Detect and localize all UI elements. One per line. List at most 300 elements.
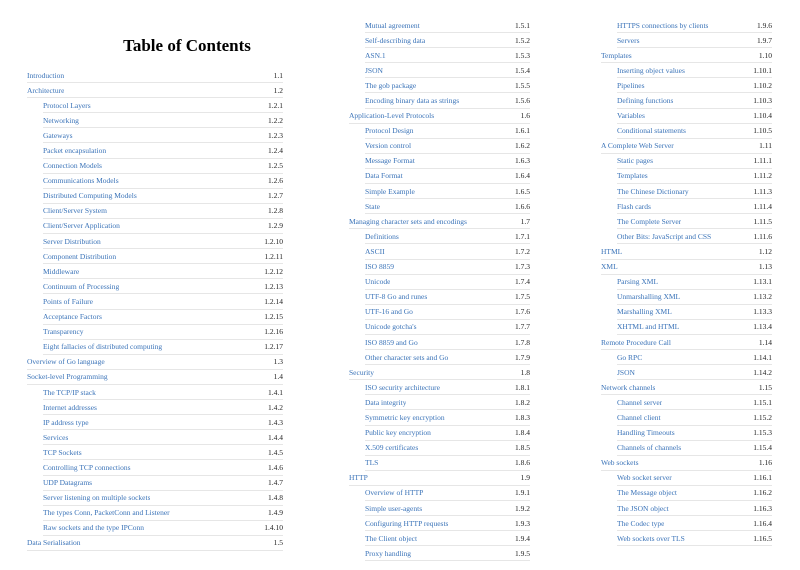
toc-entry-link[interactable]: Managing character sets and encodings [349,216,467,226]
toc-entry-link[interactable]: ISO security architecture [365,382,440,392]
toc-entry[interactable] [365,139,530,154]
toc-entry[interactable] [349,109,530,124]
toc-entry[interactable] [365,426,530,441]
toc-entry[interactable] [617,516,772,531]
toc-entry[interactable] [365,501,530,516]
toc-entry-link[interactable]: Packet encapsulation [43,146,107,156]
toc-entry[interactable] [617,18,772,33]
toc-entry[interactable] [365,48,530,63]
toc-entry[interactable] [617,124,772,139]
toc-entry-link[interactable]: Unicode gotcha's [365,322,417,332]
toc-entry-number: 1.16.1 [753,473,772,483]
toc-entry-number: 1.7.7 [515,322,530,332]
toc-entry-link[interactable]: Overview of Go language [27,357,105,367]
toc-column-2 [349,18,530,561]
toc-entry-number: 1.13.2 [753,292,772,302]
toc-entry[interactable] [365,33,530,48]
toc-entry-link[interactable]: Simple user-agents [365,503,423,513]
toc-entry-number: 1.12 [758,246,772,256]
toc-entry-number: 1.15.1 [753,397,772,407]
toc-entry[interactable] [365,169,530,184]
toc-entry-number: 1.5.5 [515,80,530,90]
toc-entry-number: 1.2.9 [268,221,283,231]
toc-entry-number: 1.2.14 [264,296,283,306]
toc-column-1 [27,68,283,551]
toc-entry-link[interactable]: Channels of channels [617,443,682,453]
toc-entry-number: 1.4.9 [268,508,283,518]
toc-entry[interactable] [349,365,530,380]
toc-entry-number: 1.15.3 [753,428,772,438]
toc-entry-number: 1.15.2 [753,412,772,422]
toc-entry[interactable] [617,63,772,78]
toc-entry[interactable] [43,310,283,325]
toc-entry[interactable] [365,63,530,78]
toc-entry-link[interactable]: Communications Models [43,176,119,186]
toc-entry-number: 1.11.2 [753,171,772,181]
toc-entry[interactable] [365,184,530,199]
toc-entry[interactable] [617,410,772,425]
toc-entry[interactable] [601,139,772,154]
toc-entry[interactable] [617,154,772,169]
toc-entry-link[interactable]: Web sockets over TLS [617,533,685,543]
toc-entry-link[interactable]: Client/Server Application [43,221,120,231]
toc-entry-number: 1.14.2 [753,367,772,377]
toc-entry[interactable] [43,476,283,491]
toc-entry[interactable] [601,380,772,395]
toc-entry-number: 1.16.5 [753,533,772,543]
toc-entry-number: 1.6.4 [515,171,530,181]
toc-entry-link[interactable]: Remote Procedure Call [601,337,671,347]
toc-entry-link[interactable]: X.509 certificates [365,443,419,453]
toc-entry-link[interactable]: The JSON object [617,503,669,513]
toc-entry-link[interactable]: Data integrity [365,397,407,407]
toc-entry-link[interactable]: The types Conn, PacketConn and Listener [43,508,170,518]
toc-entry-link[interactable]: Eight fallacies of distributed computing [43,342,163,352]
toc-entry-number: 1.11.3 [753,186,772,196]
toc-entry[interactable] [43,340,283,355]
toc-entry-link[interactable]: Architecture [27,85,65,95]
toc-entry[interactable] [43,325,283,340]
toc-entry-number: 1.9.1 [515,488,530,498]
toc-entry-number: 1.4.5 [268,447,283,457]
toc-entry[interactable] [43,400,283,415]
toc-entry-number: 1.7.3 [515,262,530,272]
toc-entry-number: 1.8.4 [515,428,530,438]
toc-entry[interactable] [365,244,530,259]
toc-entry[interactable] [365,290,530,305]
toc-entry-number: 1.4 [273,372,283,382]
toc-entry-link[interactable]: The Chinese Dictionary [617,186,689,196]
toc-entry[interactable] [365,199,530,214]
toc-entry-number: 1.2.17 [264,342,283,352]
toc-entry[interactable] [365,305,530,320]
toc-entry[interactable] [365,456,530,471]
toc-entry-link[interactable]: Component Distribution [43,251,117,261]
toc-entry-link[interactable]: UDP Datagrams [43,478,93,488]
toc-entry-link[interactable]: Server listening on multiple sockets [43,493,151,503]
toc-entry-number: 1.9.2 [515,503,530,513]
toc-entry-link[interactable]: Inserting object values [617,65,685,75]
toc-entry-number: 1.16 [758,458,772,468]
toc-entry-link[interactable]: Data Serialisation [27,538,81,548]
toc-entry-number: 1.2.16 [264,327,283,337]
toc-entry[interactable] [617,199,772,214]
toc-entry-number: 1.9.5 [515,548,530,558]
toc-entry[interactable] [365,320,530,335]
toc-entry-link[interactable]: The Codec type [617,518,665,528]
toc-entry-link[interactable]: Web sockets [601,458,639,468]
toc-entry-link[interactable]: UTF-8 Go and runes [365,292,428,302]
toc-entry-link[interactable]: Variables [617,111,645,121]
toc-entry-link[interactable]: Handling Timeouts [617,428,675,438]
toc-entry-link[interactable]: Protocol Design [365,126,414,136]
toc-entry-link[interactable]: IP address type [43,417,89,427]
toc-entry-link[interactable]: Conditional statements [617,126,686,136]
toc-entry-link[interactable]: UTF-16 and Go [365,307,413,317]
toc-entry-number: 1.11.5 [753,216,772,226]
toc-entry[interactable] [617,290,772,305]
toc-entry-link[interactable]: Networking [43,115,79,125]
toc-entry-link[interactable]: Internet addresses [43,402,97,412]
toc-entry[interactable] [617,395,772,410]
toc-entry-number: 1.2.4 [268,146,283,156]
toc-entry-number: 1.4.7 [268,478,283,488]
toc-entry[interactable] [365,275,530,290]
toc-entry-number: 1.14 [758,337,772,347]
toc-entry[interactable] [617,78,772,93]
toc-entry-number: 1.7.1 [515,231,530,241]
toc-entry-link[interactable]: Self-describing data [365,35,426,45]
toc-entry-link[interactable]: XHTML and HTML [617,322,680,332]
toc-entry-link[interactable]: Points of Failure [43,296,93,306]
toc-entry[interactable] [365,410,530,425]
toc-entry-link[interactable]: Defining functions [617,96,674,106]
toc-entry-link[interactable]: JSON [365,65,383,75]
toc-entry-link[interactable]: Distributed Computing Models [43,191,137,201]
toc-entry-link[interactable]: Symmetric key encryption [365,412,445,422]
toc-entry-number: 1.11 [759,141,772,151]
toc-entry-link[interactable]: The Client object [365,533,418,543]
toc-entry-number: 1.10.4 [753,111,772,121]
toc-entry-link[interactable]: ASN.1 [365,50,386,60]
toc-entry-link[interactable]: Other character sets and Go [365,352,449,362]
toc-entry-link[interactable]: Client/Server System [43,206,107,216]
toc-entry[interactable] [43,249,283,264]
toc-entry-number: 1.10 [758,50,772,60]
toc-entry-number: 1.13.3 [753,307,772,317]
toc-entry[interactable] [349,471,530,486]
toc-entry-link[interactable]: Servers [617,35,640,45]
toc-entry-link[interactable]: ISO 8859 and Go [365,337,418,347]
toc-entry[interactable] [365,395,530,410]
toc-entry-link[interactable]: Gateways [43,130,73,140]
toc-entry-number: 1.4.6 [268,462,283,472]
toc-entry[interactable] [43,189,283,204]
toc-entry-number: 1.10.1 [753,65,772,75]
toc-entry[interactable] [601,244,772,259]
toc-entry-number: 1.11.1 [753,156,772,166]
toc-entry-number: 1.1 [273,70,283,80]
toc-entry-link[interactable]: Application-Level Protocols [349,111,435,121]
toc-entry-number: 1.7.4 [515,277,530,287]
toc-entry-number: 1.7.2 [515,246,530,256]
toc-entry-number: 1.8.5 [515,443,530,453]
toc-entry-number: 1.2.5 [268,161,283,171]
toc-entry[interactable] [617,365,772,380]
toc-entry-number: 1.6.3 [515,156,530,166]
toc-entry-number: 1.2.1 [268,100,283,110]
toc-entry-link[interactable]: Message Format [365,156,415,166]
toc-entry-link[interactable]: The gob package [365,80,417,90]
toc-entry-number: 1.16.4 [753,518,772,528]
toc-entry[interactable] [601,335,772,350]
toc-entry[interactable] [365,380,530,395]
toc-entry-link[interactable]: Data Format [365,171,403,181]
toc-entry[interactable] [43,159,283,174]
toc-entry[interactable] [365,124,530,139]
toc-entry[interactable] [617,441,772,456]
toc-entry-link[interactable]: HTML [601,246,623,256]
toc-entry[interactable] [617,320,772,335]
toc-entry-link[interactable]: Channel server [617,397,663,407]
toc-entry-link[interactable]: Encoding binary data as strings [365,96,460,106]
toc-entry[interactable] [601,260,772,275]
toc-entry-link[interactable]: Channel client [617,412,661,422]
toc-column-3 [601,18,772,546]
toc-entry-link[interactable]: XML [601,262,618,272]
toc-entry-number: 1.2.15 [264,312,283,322]
toc-entry-number: 1.9 [520,473,530,483]
toc-entry[interactable] [27,68,283,83]
toc-entry[interactable] [617,275,772,290]
toc-entry[interactable] [617,501,772,516]
toc-entry[interactable] [27,83,283,98]
toc-entry-number: 1.6.2 [515,141,530,151]
toc-entry-link[interactable]: Middleware [43,266,80,276]
toc-entry-link[interactable]: Protocol Layers [43,100,91,110]
toc-entry[interactable] [365,516,530,531]
toc-entry-link[interactable]: Pipelines [617,80,645,90]
toc-entry-number: 1.3 [273,357,283,367]
toc-entry-link[interactable]: State [365,201,380,211]
toc-entry[interactable] [365,335,530,350]
toc-entry-number: 1.4.4 [268,432,283,442]
toc-entry-link[interactable]: Network channels [601,382,656,392]
toc-entry[interactable] [43,143,283,158]
toc-entry[interactable] [617,93,772,108]
toc-entry-number: 1.14.1 [753,352,772,362]
toc-entry-link[interactable]: Raw sockets and the type IPConn [43,523,145,533]
toc-entry-number: 1.2.8 [268,206,283,216]
toc-entry-number: 1.2.11 [264,251,283,261]
toc-entry-link[interactable]: Continuum of Processing [43,281,120,291]
toc-entry-number: 1.8.3 [515,412,530,422]
toc-entry[interactable] [617,305,772,320]
toc-entry-number: 1.9.4 [515,533,530,543]
toc-entry[interactable] [365,93,530,108]
toc-entry[interactable] [43,264,283,279]
toc-entry-number: 1.5.3 [515,50,530,60]
toc-entry[interactable] [43,113,283,128]
toc-entry[interactable] [365,78,530,93]
toc-entry-link[interactable]: Acceptance Factors [43,312,102,322]
toc-entry[interactable] [365,441,530,456]
toc-entry[interactable] [617,471,772,486]
toc-entry-number: 1.10.5 [753,126,772,136]
toc-entry-link[interactable]: Public key encryption [365,428,431,438]
toc-entry-link[interactable]: Transparency [43,327,84,337]
toc-entry-link[interactable]: Introduction [27,70,65,80]
toc-entry-link[interactable]: HTTPS connections by clients [617,20,709,30]
toc-entry[interactable] [365,260,530,275]
toc-entry-number: 1.8.1 [515,382,530,392]
toc-entry-number: 1.2.7 [268,191,283,201]
toc-entry-number: 1.6.6 [515,201,530,211]
toc-entry-link[interactable]: Go RPC [617,352,643,362]
toc-entry-link[interactable]: Controlling TCP connections [43,462,131,472]
toc-entry[interactable] [43,98,283,113]
toc-entry[interactable] [617,33,772,48]
toc-entry-link[interactable]: The Complete Server [617,216,682,226]
toc-entry[interactable] [617,229,772,244]
toc-entry-number: 1.4.3 [268,417,283,427]
toc-entry-link[interactable]: ASCII [365,246,385,256]
toc-entry[interactable] [617,486,772,501]
toc-entry-number: 1.6.5 [515,186,530,196]
toc-entry[interactable] [43,385,283,400]
toc-entry[interactable] [43,430,283,445]
toc-entry[interactable] [365,229,530,244]
toc-entry[interactable] [43,204,283,219]
toc-entry[interactable] [365,546,530,561]
toc-entry[interactable] [43,219,283,234]
toc-entry[interactable] [43,460,283,475]
toc-entry[interactable] [43,174,283,189]
toc-entry-link[interactable]: HTTP [349,473,368,483]
toc-entry[interactable] [349,214,530,229]
toc-entry-number: 1.2.2 [268,115,283,125]
toc-entry-number: 1.7.9 [515,352,530,362]
toc-entry-link[interactable]: Mutual agreement [365,20,420,30]
toc-entry-link[interactable]: The TCP/IP stack [43,387,96,397]
toc-entry[interactable] [601,48,772,63]
toc-entry-number: 1.10.2 [753,80,772,90]
toc-entry-number: 1.5.6 [515,96,530,106]
toc-entry-link[interactable]: Simple Example [365,186,415,196]
toc-entry-number: 1.5.4 [515,65,530,75]
toc-entry-link[interactable]: Proxy handling [365,548,412,558]
toc-entry-link[interactable]: Socket-level Programming [27,372,108,382]
toc-entry-number: 1.9.6 [757,20,772,30]
toc-entry-link[interactable]: Unicode [365,277,391,287]
toc-entry-number: 1.9.7 [757,35,772,45]
toc-entry-link[interactable]: Flash cards [617,201,651,211]
toc-entry[interactable] [617,109,772,124]
toc-entry-link[interactable]: Web socket server [617,473,672,483]
toc-entry[interactable] [617,426,772,441]
toc-entry-link[interactable]: Static pages [617,156,654,166]
toc-entry-link[interactable]: Marshalling XML [617,307,672,317]
toc-entry-link[interactable]: TLS [365,458,379,468]
toc-entry-number: 1.13.4 [753,322,772,332]
toc-entry-number: 1.2.10 [264,236,283,246]
toc-entry-number: 1.6.1 [515,126,530,136]
toc-entry[interactable] [27,370,283,385]
toc-entry-link[interactable]: Configuring HTTP requests [365,518,449,528]
toc-entry-number: 1.10.3 [753,96,772,106]
toc-entry-number: 1.8 [520,367,530,377]
toc-entry-link[interactable]: Connection Models [43,161,102,171]
toc-entry-link[interactable]: Server Distribution [43,236,101,246]
toc-entry-number: 1.8.2 [515,397,530,407]
toc-entry[interactable] [27,536,283,551]
toc-entry-link[interactable]: The Message object [617,488,677,498]
toc-entry[interactable] [617,169,772,184]
toc-entry-link[interactable]: TCP Sockets [43,447,82,457]
toc-entry-link[interactable]: Templates [601,50,632,60]
toc-entry-link[interactable]: Templates [617,171,648,181]
toc-entry-link[interactable]: ISO 8859 [365,262,394,272]
toc-entry-link[interactable]: JSON [617,367,635,377]
toc-entry[interactable] [43,521,283,536]
toc-entry-link[interactable]: Overview of HTTP [365,488,424,498]
toc-entry[interactable] [43,279,283,294]
toc-entry-link[interactable]: Services [43,432,69,442]
toc-entry-number: 1.2.3 [268,130,283,140]
toc-entry-number: 1.16.2 [753,488,772,498]
toc-entry[interactable] [365,486,530,501]
toc-entry-link[interactable]: Security [349,367,374,377]
toc-entry-link[interactable]: Parsing XML [617,277,659,287]
toc-entry-link[interactable]: Version control [365,141,412,151]
toc-entry[interactable] [43,491,283,506]
toc-entry-number: 1.15 [758,382,772,392]
toc-entry-link[interactable]: Other Bits: JavaScript and CSS [617,231,712,241]
toc-entry-number: 1.2.12 [264,266,283,276]
toc-entry-number: 1.16.3 [753,503,772,513]
toc-entry-number: 1.13.1 [753,277,772,287]
toc-entry[interactable] [43,234,283,249]
toc-entry[interactable] [617,531,772,546]
toc-entry-number: 1.5.2 [515,35,530,45]
toc-entry[interactable] [43,294,283,309]
toc-entry-link[interactable]: A Complete Web Server [601,141,674,151]
toc-entry[interactable] [365,154,530,169]
toc-entry[interactable] [27,355,283,370]
toc-entry-number: 1.2.6 [268,176,283,186]
toc-entry-number: 1.2.13 [264,281,283,291]
toc-entry[interactable] [365,18,530,33]
toc-entry[interactable] [617,350,772,365]
toc-entry[interactable] [365,350,530,365]
toc-entry-number: 1.6 [520,111,530,121]
toc-entry-number: 1.7.5 [515,292,530,302]
toc-entry-link[interactable]: Unmarshalling XML [617,292,681,302]
toc-entry-number: 1.15.4 [753,443,772,453]
toc-entry-number: 1.13 [758,262,772,272]
toc-entry-number: 1.9.3 [515,518,530,528]
toc-entry[interactable] [617,214,772,229]
toc-entry-link[interactable]: Definitions [365,231,399,241]
toc-entry[interactable] [617,184,772,199]
toc-entry[interactable] [43,415,283,430]
toc-entry[interactable] [43,445,283,460]
toc-entry-number: 1.4.2 [268,402,283,412]
toc-entry[interactable] [365,531,530,546]
toc-entry[interactable] [601,456,772,471]
toc-entry[interactable] [43,506,283,521]
toc-entry[interactable] [43,128,283,143]
